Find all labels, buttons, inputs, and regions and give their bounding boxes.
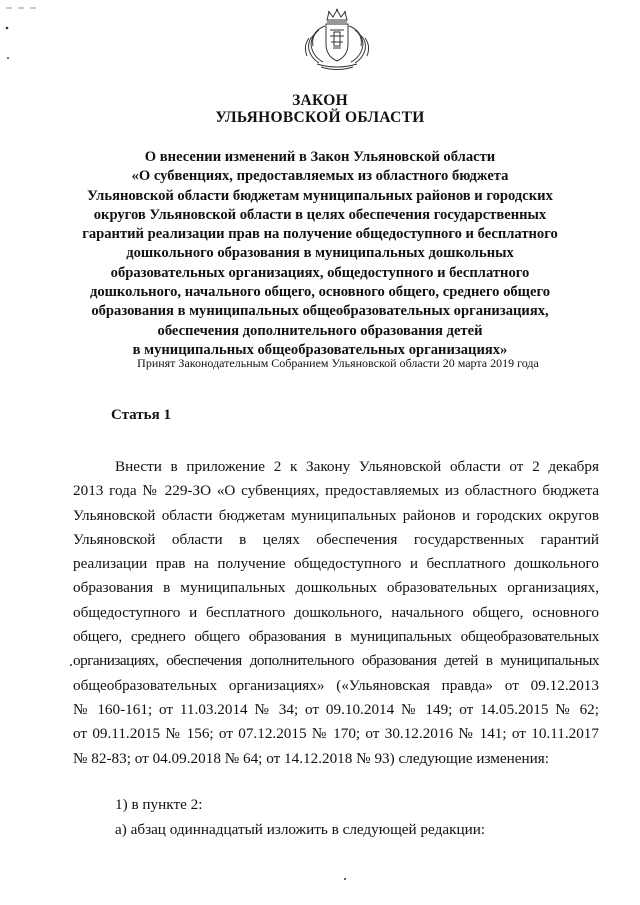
sub-item: а) абзац одиннадцатый изложить в следующей редакции: [115,821,486,838]
title-line: гарантий реализации прав на получение общедоступного и бесплатного [82,226,558,243]
article-heading: Статья 1 [111,407,171,423]
body-line: общеобразовательных организациях» («Ульяновская правда» от 09.12.2013 [73,676,599,694]
body-line: 2013 года № 229-ЗО «О субвенциях, предоставляемых из областного бюджета [73,482,599,500]
body-line: Ульяновской области в целях обеспечения государственных гарантий [73,530,599,548]
adoption-note: Принят Законодательным Собранием Ульяновской области 20 марта 2019 года [137,356,539,370]
title-line: обеспечения дополнительного образования детей [157,322,483,339]
body-line: организациях, обеспечения дополнительного образования детей в муниципальных [73,652,599,670]
scan-dot [344,878,346,880]
body-line: реализации прав на получение общедоступного и бесплатного дошкольного [73,555,599,573]
sub-item: 1) в пункте 2: [115,796,203,813]
scan-marks [4,6,44,66]
title-line: О внесении изменений в Закон Ульяновской области [144,149,496,165]
body-line: от 09.11.2015 № 156; от 07.12.2015 № 170; от 30.12.2016 № 141; от 10.11.2017 [73,725,599,743]
body-line: образования в муниципальных дошкольных образовательных организациях, [73,579,599,597]
body-line: Внести в приложение 2 к Закону Ульяновской области от 2 декабря [115,458,599,475]
title-line: Ульяновской области бюджетам муниципальных районов и городских [87,187,553,204]
title-line: в муниципальных общеобразовательных организациях» [132,341,508,358]
law-title [60,148,580,360]
law-heading: ЗАКОН [292,92,348,109]
title-line: образования в муниципальных общеобразовательных организациях, [91,303,549,320]
title-line: дошкольного, начального общего, основного общего, среднего общего [89,284,551,301]
law-region-heading: УЛЬЯНОВСКОЙ ОБЛАСТИ [215,109,425,126]
body-line: № 160-161; от 11.03.2014 № 34; от 09.10.2014 № 149; от 14.05.2015 № 62; [73,700,599,718]
article-body [73,455,599,771]
title-line: образовательных организациях, общедоступного и бесплатного [110,264,530,281]
body-line: общего, среднего общего образования в муниципальных общеобразовательных [73,628,599,646]
body-line: Ульяновской области бюджетам муниципальных районов и городских округов [73,506,599,524]
body-line: общедоступного и бесплатного дошкольного, начального общего, основного [73,603,599,621]
title-line: округов Ульяновской области в целях обеспечения государственных [93,206,547,223]
title-line: дошкольного образования в муниципальных дошкольных [126,245,514,262]
body-line: № 82-83; от 04.09.2018 № 64; от 14.12.2018 № 93) следующие изменения: [73,749,549,767]
title-line: «О субвенциях, предоставляемых из областного бюджета [131,168,509,185]
coat-of-arms-icon [297,6,377,72]
scan-dot [70,664,72,666]
